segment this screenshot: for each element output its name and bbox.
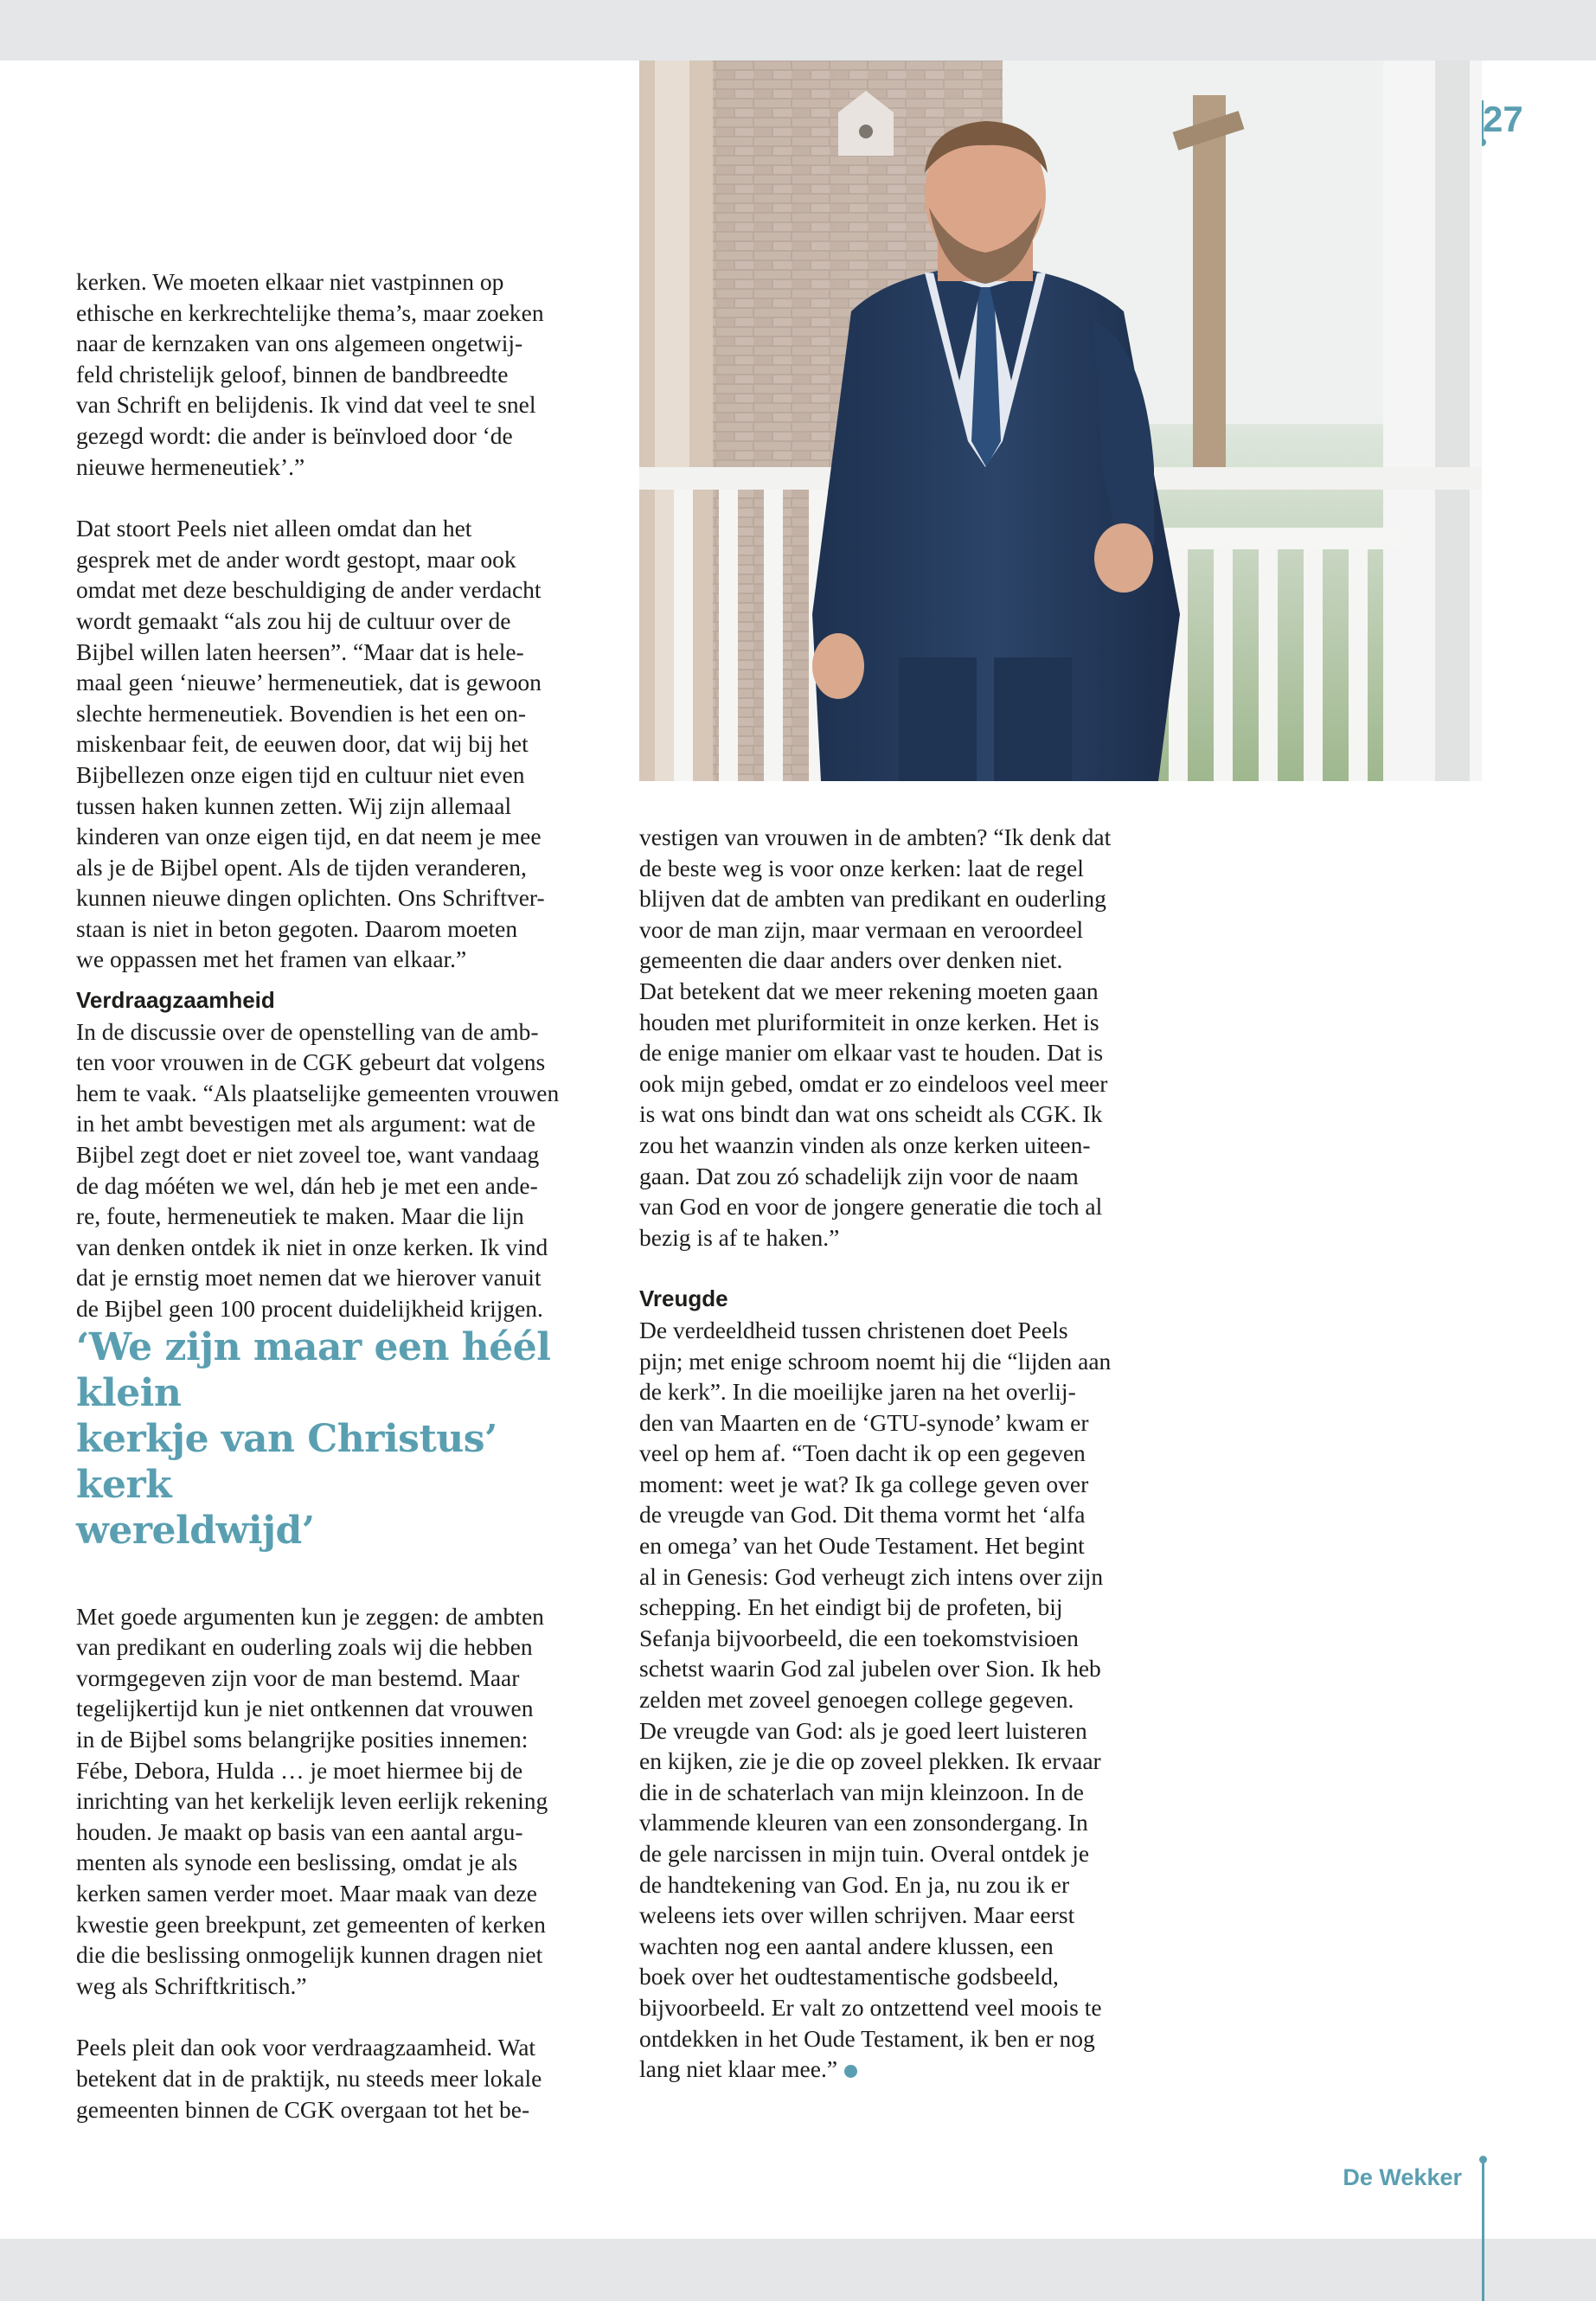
subhead-verdraagzaamheid: Verdraagzaamheid bbox=[76, 987, 275, 1014]
left-paragraph-1: kerken. We moeten elkaar niet vastpinnen op ethische en kerkrechtelijke thema’s, maar zoeken naar de kernzaken van ons algemeen ongetwij- feld christelijk geloof, binnen de bandbreedte van Schrift en belijdenis. Ik vind dat veel te snel gezegd wordt: die ander is beïnvloed door ‘de nieuwe hermeneutiek’.” bbox=[76, 268, 544, 480]
left-paragraph-3: In de discussie over de openstelling van de amb- ten voor vrouwen in de CGK gebeurt dat volgens hem te vaak. “Als plaatselijke gemeenten vrouwen in het ambt bevestigen met als argument: wat de Bijbel zegt doet er niet zoveel toe, want vandaag de dag móéten we wel, dán heb je met een ande- re, foute, hermeneutiek te maken. Maar die lijn van denken ontdek ik niet in onze kerken. Ik vind dat je ernstig moet nemen dat we hierover vanuit de Bijbel geen 100 procent duidelijkheid krijgen. bbox=[76, 1017, 560, 1322]
right-paragraph-2: De verdeeldheid tussen christenen doet Peels pijn; met enige schroom noemt hij die “lijden aan de kerk”. In die moeilijke jaren na het overlij- den van Maarten en de ‘GTU-synode’ kwam er veel op hem af. “Toen dacht ik op een gegeven moment: weet je wat? Ik ga college geven over de vreugde van God. Dit thema vormt het ‘alfa en omega’ van het Oude Testament. Het begint al in Genesis: God verheugt zich intens over zijn schepping. En het eindigt bij de profeten, bij Sefanja bijvoorbeeld, die een toekomstvisioen schetst waarin God zal jubelen over Sion. Ik heb zelden met zoveel genoegen college gegeven. De vreugde van God: als je goed leert luisteren en kijken, zie je die op zoveel plekken. Ik ervaar die in de schaterlach van mijn kleinzoon. In de vlammende kleuren van een zonsondergang. In de gele narcissen in mijn tuin. Overal ontdek je de handtekening van God. En ja, nu zou ik er weleens iets over willen schrijven. Maar eerst wachten nog een aantal andere klussen, een boek over het oudtestamentische godsbeeld, bijvoorbeeld. Er valt zo ontzettend veel moois te ontdekken in het Oude Testament, ik ben er nog lang niet klaar mee.” bbox=[639, 1316, 1112, 2083]
portrait-photo bbox=[639, 61, 1482, 781]
subhead-vreugde: Vreugde bbox=[639, 1285, 728, 1312]
right-column bbox=[639, 822, 1167, 2085]
left-column bbox=[76, 266, 604, 2125]
page-number: 27 bbox=[1483, 99, 1523, 139]
bottom-band bbox=[0, 2239, 1596, 2301]
end-of-article-dot bbox=[844, 2065, 857, 2078]
right-paragraph-1: vestigen van vrouwen in de ambten? “Ik denk dat de beste weg is voor onze kerken: laat de regel blijven dat de ambten van predikant en ouderling voor de man zijn, maar vermaan en veroordeel gemeenten die daar anders over denken niet. Dat betekent dat we meer rekening moeten gaan houden met pluriformiteit in onze kerken. Het is de enige manier om elkaar vast te houden. Dat is ook mijn gebed, omdat er zo eindeloos veel meer is wat ons bindt dan wat ons scheidt als CGK. Ik zou het waanzin vinden als onze kerken uiteen- gaan. Dat zou zó schadelijk zijn voor de naam van God en voor de jongere generatie die toch al bezig is af te haken.” bbox=[639, 824, 1112, 1251]
left-paragraph-5: Peels pleit dan ook voor verdraagzaamheid. Wat betekent dat in de praktijk, nu steeds meer lokale gemeenten binnen de CGK overgaan tot het be- bbox=[76, 2034, 542, 2123]
left-paragraph-2: Dat stoort Peels niet alleen omdat dan het gesprek met de ander wordt gestopt, maar ook omdat met deze beschuldiging de ander verdacht wordt gemaakt “als zou hij de cultuur over de Bijbel willen laten heersen”. “Maar dat is hele- maal geen ‘nieuwe’ hermeneutiek, dat is gewoon slechte hermeneutiek. Bovendien is het een on- miskenbaar feit, de eeuwen door, dat wij bij het Bijbellezen onze eigen tijd en cultuur niet even tussen haken kunnen zetten. Wij zijn allemaal kinderen van onze eigen tijd, en dat neem je mee als je de Bijbel opent. Als de tijden veranderen, kunnen nieuwe dingen oplichten. Ons Schriftver- staan is niet in beton gegoten. Daarom moeten we oppassen met het framen van elkaar.” bbox=[76, 515, 545, 973]
left-paragraph-4: Met goede argumenten kun je zeggen: de ambten van predikant en ouderling zoals wij die hebben vormgegeven zijn voor de man bestemd. Maar tegelijkertijd kun je niet ontkennen dat vrouwen in de Bijbel soms belangrijke posities innemen: Fébe, Debora, Hulda … je moet hiermee bij de inrichting van het kerkelijk leven eerlijk rekening houden. Je maakt op basis van een aantal argu- menten als synode een beslissing, omdat je als kerken samen verder moet. Maar maak van deze kwestie geen breekpunt, zet gemeenten of kerken die die beslissing onmogelijk kunnen dragen niet weg als Schriftkritisch.” bbox=[76, 1602, 548, 1999]
pull-quote: ‘We zijn maar een héél klein kerkje van Christus’ kerk wereldwijd’ bbox=[76, 1324, 551, 1553]
top-band bbox=[0, 0, 1596, 61]
magazine-name: De Wekker bbox=[1343, 2164, 1462, 2190]
footer-rule bbox=[1482, 2159, 1484, 2301]
